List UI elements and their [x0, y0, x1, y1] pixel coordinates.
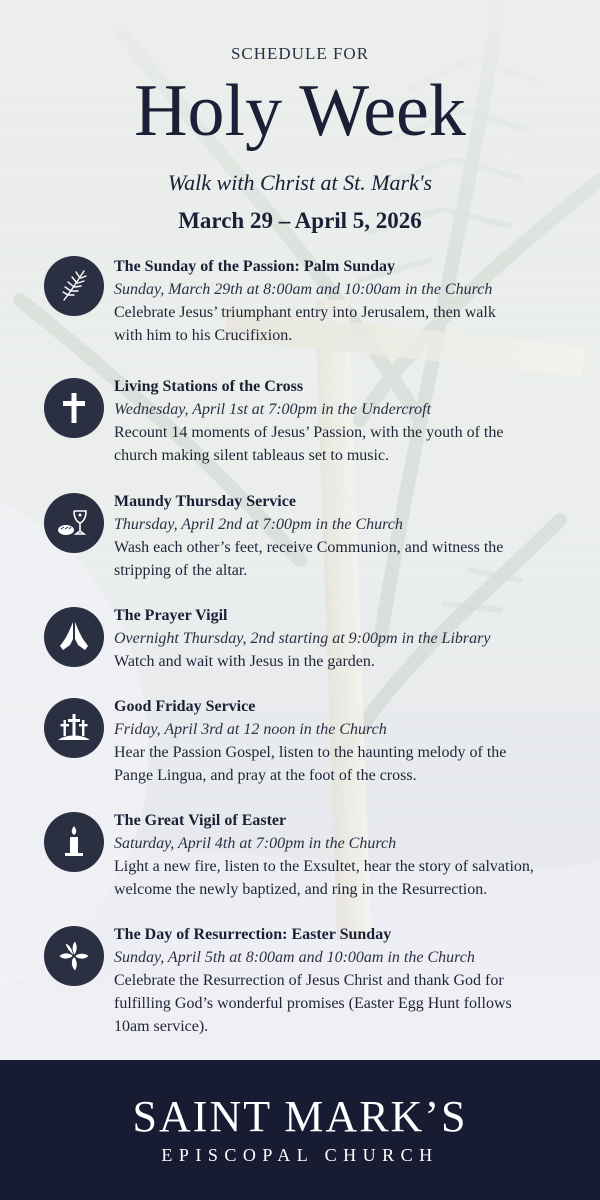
lily-icon	[44, 926, 104, 986]
event-description	[114, 536, 554, 582]
praying-hands-icon	[44, 607, 104, 667]
event-when: Sunday, April 5th at 8:00am and 10:00am in the Church	[114, 949, 475, 966]
event-description	[114, 855, 554, 901]
church-name: SAINT MARK’S	[132, 1092, 468, 1141]
event-text	[114, 810, 554, 901]
description-line: Hear the Passion Gospel, listen to the haunting melody of the	[114, 744, 507, 761]
event-text	[114, 924, 554, 1038]
event-when: Wednesday, April 1st at 7:00pm in the Undercroft	[114, 401, 432, 418]
event-description	[114, 650, 554, 673]
three-crosses-icon	[44, 698, 104, 758]
church-subtitle: EPISCOPAL CHURCH	[161, 1145, 439, 1165]
event-text	[114, 256, 554, 347]
event-when: Sunday, March 29th at 8:00am and 10:00am in the Church	[114, 281, 493, 298]
description-line: fulfilling God’s wonderful promises (Easter Egg Hunt follows	[114, 995, 512, 1012]
event-text	[114, 376, 554, 467]
description-line: church making silent tableaus set to music.	[114, 447, 390, 464]
event-name: The Sunday of the Passion: Palm Sunday	[114, 258, 395, 275]
chalice-bread-icon	[44, 493, 104, 553]
event-description	[114, 741, 554, 787]
event-when: Friday, April 3rd at 12 noon in the Church	[114, 721, 387, 738]
tagline: Walk with Christ at St. Mark's	[167, 170, 433, 195]
description-line: Celebrate the Resurrection of Jesus Christ and thank God for	[114, 972, 504, 989]
description-line: Celebrate Jesus’ triumphant entry into Jerusalem, then walk	[114, 304, 496, 321]
candle-icon	[44, 812, 104, 872]
description-line: Light a new fire, listen to the Exsultet, hear the story of salvation,	[114, 858, 534, 875]
page-title: Holy Week	[134, 70, 466, 152]
event-name: The Day of Resurrection: Easter Sunday	[114, 926, 392, 943]
description-line: Recount 14 moments of Jesus’ Passion, with the youth of the	[114, 424, 504, 441]
event-when: Thursday, April 2nd at 7:00pm in the Church	[114, 516, 403, 533]
description-line: with him to his Crucifixion.	[114, 327, 293, 344]
description-line: 10am service).	[114, 1018, 209, 1035]
event-text	[114, 696, 554, 787]
description-line: Pange Lingua, and pray at the foot of the cross.	[114, 767, 417, 784]
description-line: stripping of the altar.	[114, 562, 248, 579]
event-description	[114, 421, 554, 467]
description-line: Watch and wait with Jesus in the garden.	[114, 653, 375, 670]
event-text	[114, 605, 554, 673]
palm-frond-icon	[44, 256, 104, 316]
date-range: March 29 – April 5, 2026	[178, 208, 422, 233]
event-name: The Great Vigil of Easter	[114, 812, 287, 829]
description-line: welcome the newly baptized, and ring in the Resurrection.	[114, 881, 488, 898]
event-name: Living Stations of the Cross	[114, 378, 304, 395]
event-text	[114, 491, 554, 582]
event-description	[114, 301, 554, 347]
event-description	[114, 969, 554, 1038]
description-line: Wash each other’s feet, receive Communion, and witness the	[114, 539, 504, 556]
schedule-for-kicker: SCHEDULE FOR	[230, 44, 370, 63]
event-when: Overnight Thursday, 2nd starting at 9:00pm in the Library	[114, 630, 491, 647]
event-name: Good Friday Service	[114, 698, 256, 715]
church-footer	[0, 1060, 600, 1200]
event-name: The Prayer Vigil	[114, 607, 228, 624]
event-when: Saturday, April 4th at 7:00pm in the Church	[114, 835, 397, 852]
cross-icon	[44, 378, 104, 438]
event-name: Maundy Thursday Service	[114, 493, 296, 510]
